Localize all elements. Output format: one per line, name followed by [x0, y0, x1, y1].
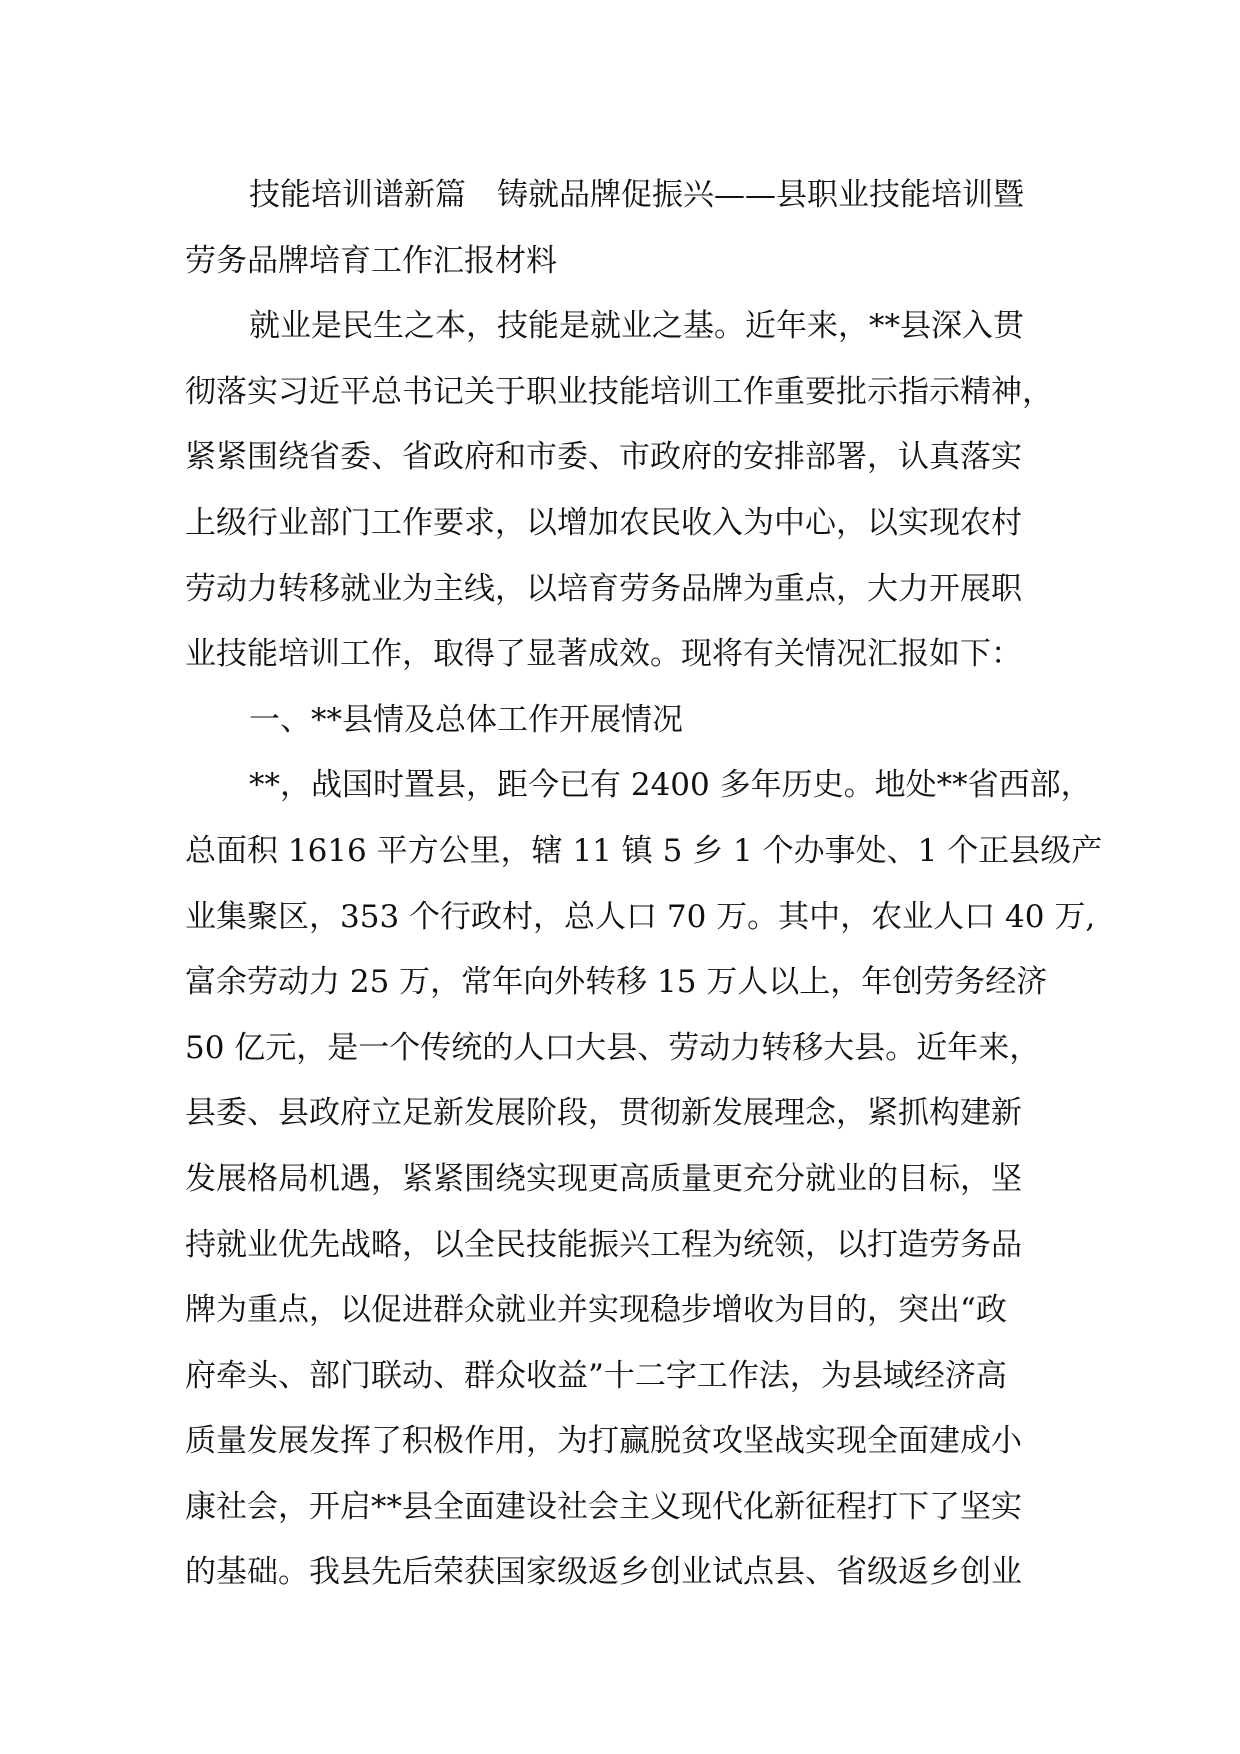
- paragraph-county-line-4: 富余劳动力 25 万，常年向外转移 15 万人以上，年创劳务经济: [185, 964, 1048, 1001]
- paragraph-intro-line-6: 业技能培训工作，取得了显著成效。现将有关情况汇报如下：: [185, 636, 1022, 673]
- paragraph-county-line-5: 50 亿元，是一个传统的人口大县、劳动力转移大县。近年来，: [185, 1029, 1041, 1066]
- paragraph-intro-line-5: 劳动力转移就业为主线，以培育劳务品牌为重点，大力开展职: [185, 570, 1022, 607]
- paragraph-county-line-8: 持就业优先战略，以全民技能振兴工程为统领，以打造劳务品: [185, 1226, 1022, 1263]
- paragraph-intro-line-1: 就业是民生之本，技能是就业之基。近年来，**县深入贯: [249, 308, 1024, 345]
- paragraph-county-line-7: 发展格局机遇，紧紧围绕实现更高质量更充分就业的目标，坚: [185, 1160, 1022, 1197]
- paragraph-county-line-12: 康社会，开启**县全面建设社会主义现代化新征程打下了坚实: [185, 1488, 1022, 1525]
- paragraph-county-line-2: 总面积 1616 平方公里，辖 11 镇 5 乡 1 个办事处、1 个正县级产: [185, 832, 1103, 869]
- paragraph-county-line-13: 的基础。我县先后荣获国家级返乡创业试点县、省级返乡创业: [185, 1554, 1022, 1591]
- paragraph-intro-line-2: 彻落实习近平总书记关于职业技能培训工作重要批示指示精神，: [185, 373, 1053, 410]
- paragraph-intro-line-4: 上级行业部门工作要求，以增加农民收入为中心，以实现农村: [185, 504, 1022, 541]
- paragraph-county-line-6: 县委、县政府立足新发展阶段，贯彻新发展理念，紧抓构建新: [185, 1095, 1022, 1132]
- paragraph-county-line-9: 牌为重点，以促进群众就业并实现稳步增收为目的，突出“政: [185, 1292, 1007, 1329]
- document-title-line-1: 技能培训谱新篇 铸就品牌促振兴——县职业技能培训暨: [249, 177, 1024, 213]
- document-body: [185, 172, 1103, 1615]
- paragraph-county-line-11: 质量发展发挥了积极作用，为打赢脱贫攻坚战实现全面建成小: [185, 1423, 1022, 1460]
- section-heading-1: 一、**县情及总体工作开展情况: [249, 701, 683, 738]
- document-title-line-2: 劳务品牌培育工作汇报材料: [185, 242, 557, 279]
- paragraph-county-line-10: 府牵头、部门联动、群众收益”十二字工作法，为县域经济高: [185, 1357, 1007, 1394]
- paragraph-county-line-1: **，战国时置县，距今已有 2400 多年历史。地处**省西部，: [249, 767, 1092, 804]
- paragraph-county-line-3: 业集聚区，353 个行政村，总人口 70 万。其中，农业人口 40 万,: [185, 898, 1096, 935]
- paragraph-intro-line-3: 紧紧围绕省委、省政府和市委、市政府的安排部署，认真落实: [185, 439, 1022, 476]
